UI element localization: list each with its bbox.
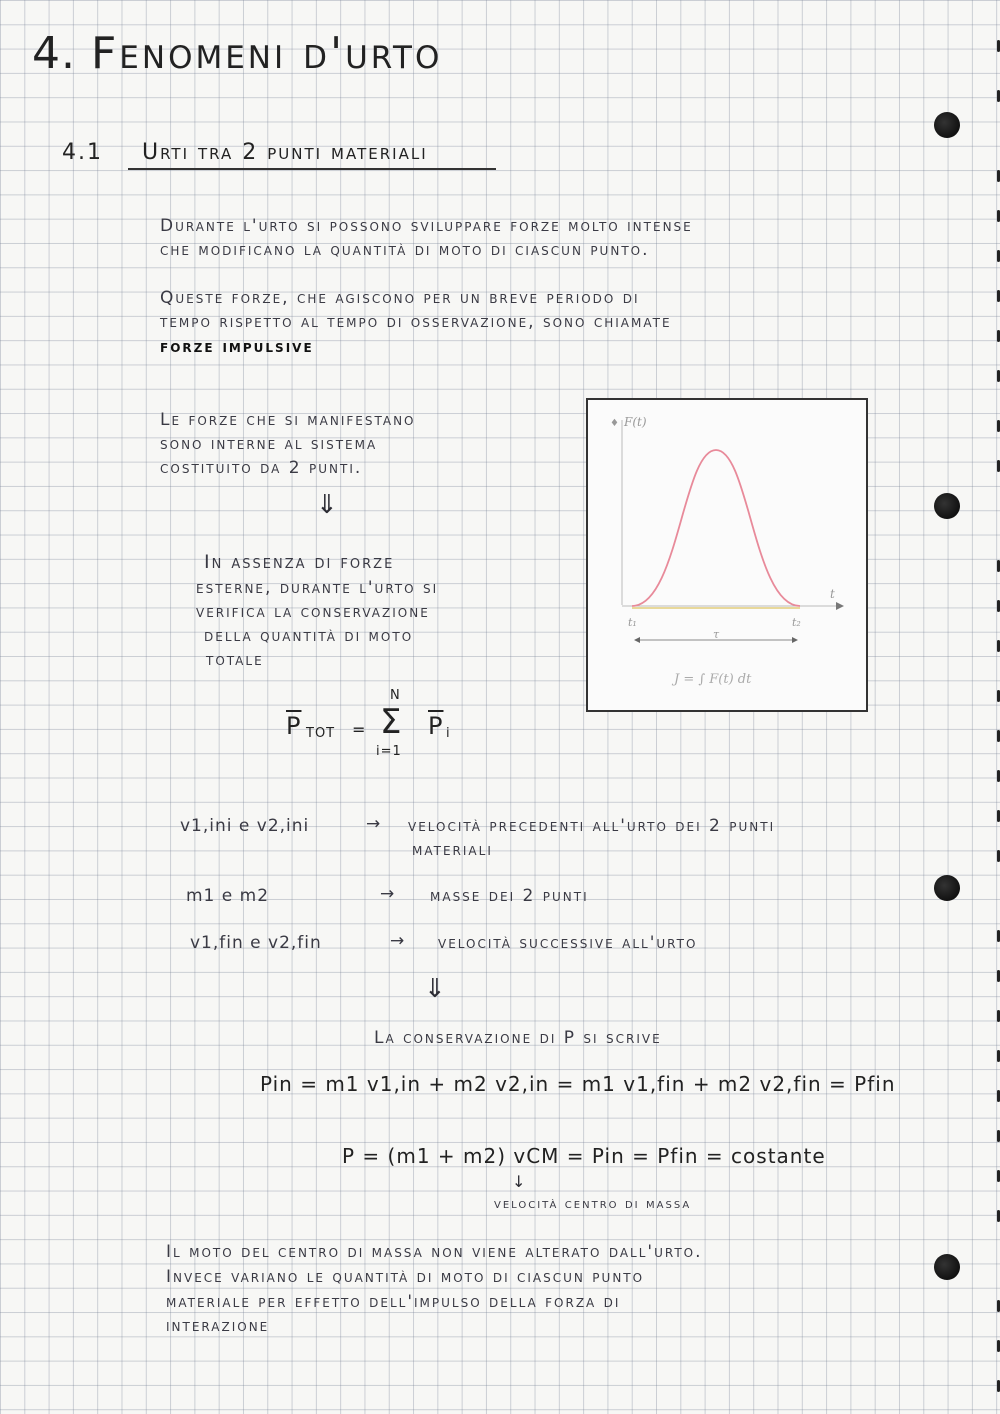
eq-total-rhs-sub: i [446,726,451,741]
para1-line1: Durante l'urto si possono sviluppare forze molto intense [160,216,693,236]
def3-symbol: v1,fin e v2,fin [190,933,322,953]
para3-line3: costituito da 2 punti. [160,458,363,478]
para3-line2: sono interne al sistema [160,434,378,454]
t1-label: t₁ [628,616,637,629]
para2-line3: forze impulsive [160,337,314,357]
t2-label: t₂ [792,616,801,629]
y-axis-label: F(t) [624,415,647,429]
title-number: 4. [32,28,76,79]
conservation-label: La conservazione di P si scrive [374,1028,662,1048]
para5-line1: Il moto del centro di massa non viene alterato dall'urto. [166,1242,703,1262]
eq-total-sum-top: N [390,688,401,703]
para5-line2: Invece variano le quantità di moto di ciascun punto [166,1267,645,1287]
para4-line2: esterne, durante l'urto si [196,578,439,598]
binder-hole [934,493,960,519]
para4-line5: totale [206,650,264,670]
cm-label: velocità centro di massa [494,1196,692,1212]
impulse-formula: J = ∫ F(t) dt [674,672,752,687]
def1-symbol: v1,ini e v2,ini [180,816,310,836]
tau-left-arrow-icon [634,637,640,643]
def1-text2: materiali [412,840,493,860]
eq-cm: P = (m1 + m2) vCM = Pin = Pfin = costante [342,1144,826,1168]
eq-conservation: Pin = m1 v1,in + m2 v2,in = m1 v1,fin + m2 v2,fin = Pfin [260,1072,896,1096]
x-axis-arrow-icon [836,602,844,610]
eq-total-lhs-sub: TOT [306,726,336,741]
section-number: 4.1 [62,140,103,165]
eq-total-equals: = [352,720,367,739]
eq-total-lhs: $\overline{P}$ [286,712,302,740]
para5-line3: materiale per effetto dell'impulso della forza di [166,1292,621,1312]
def2-symbol: m1 e m2 [186,886,270,906]
para5-line4: interazione [166,1316,270,1336]
svg-text:♦: ♦ [610,418,619,429]
para1-line2: che modificano la quantità di moto di ciascun punto. [160,240,650,260]
implies-arrow-1: ⇓ [316,490,340,520]
para4-line3: verifica la conservazione [196,602,430,622]
eq-total-sum: Σ [380,702,403,742]
tau-label: τ [713,628,720,641]
para2-line1: Queste forze, che agiscono per un breve periodo di [160,288,640,308]
def2-text: masse dei 2 punti [430,886,589,906]
implies-arrow-2: ⇓ [424,974,448,1004]
section-text: Urti tra 2 punti materiali [142,140,428,165]
force-curve [632,450,800,606]
para4-line1: In assenza di forze [204,551,395,573]
impulse-force-plot [588,400,866,710]
page-title [32,28,442,79]
binder-hole [934,875,960,901]
impulse-force-figure [586,398,868,712]
section-underline [128,168,496,170]
def2-arrow: → [380,884,395,904]
binder-hole [934,1254,960,1280]
x-axis-label: t [830,587,835,601]
def1-text: velocità precedenti all'urto dei 2 punti [408,816,776,836]
def3-text: velocità successive all'urto [438,933,698,953]
binder-hole [934,112,960,138]
def3-arrow: → [390,931,405,951]
tau-right-arrow-icon [792,637,798,643]
title-text: Fenomeni d'urto [90,28,443,79]
eq-total-rhs: $\overline{P}$ [428,712,444,740]
para3-line1: Le forze che si manifestano [160,410,416,430]
para2-line2: tempo rispetto al tempo di osservazione, sono chiamate [160,312,672,332]
section-heading [62,140,428,165]
cm-arrow: ↓ [512,1172,528,1191]
para4-line4: della quantità di moto [204,626,414,646]
eq-total-sum-bottom: i=1 [376,744,402,759]
def1-arrow: → [366,814,381,834]
